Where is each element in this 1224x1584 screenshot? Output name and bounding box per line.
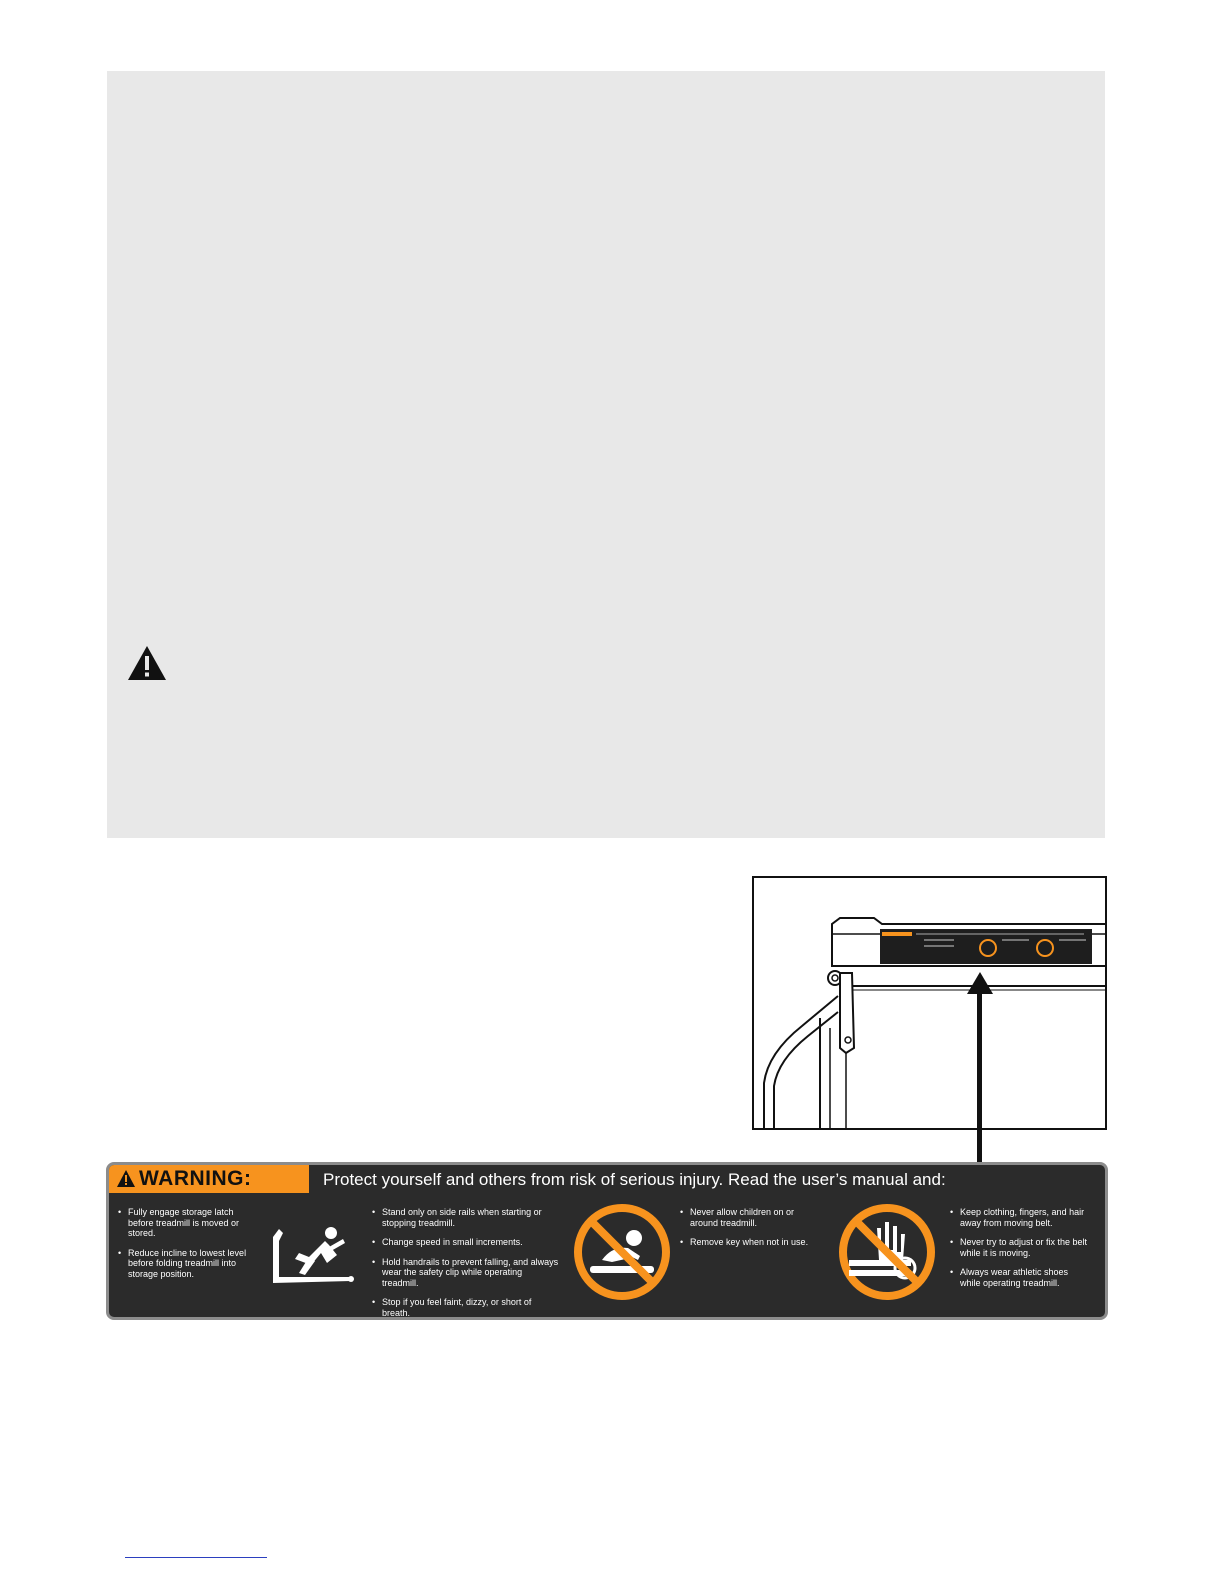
decal-location-figure: [752, 876, 1107, 1130]
warning-triangle-icon: [127, 645, 167, 681]
footer-rule: [125, 1557, 267, 1558]
no-hands-on-belt-icon: [837, 1202, 937, 1302]
list-item: • Keep clothing, fingers, and hair away from moving belt.: [949, 1207, 1089, 1228]
pointer-arrow-shaft: [977, 985, 982, 1165]
list-item: • Always wear athletic shoes while operating treadmill.: [949, 1267, 1089, 1288]
fall-hazard-icon: [269, 1219, 355, 1285]
decal-header: [109, 1165, 309, 1193]
decal-column-3: [679, 1207, 819, 1257]
list-item: • Fully engage storage latch before treadmill is moved or stored.: [117, 1207, 257, 1239]
list-item: • Never try to adjust or fix the belt while it is moving.: [949, 1237, 1089, 1258]
warning-triangle-icon: [117, 1170, 135, 1187]
decal-tagline: Protect yourself and others from risk of serious injury. Read the user’s manual and:: [323, 1170, 946, 1189]
no-children-icon: [572, 1202, 672, 1302]
list-item: • Never allow children on or around treadmill.: [679, 1207, 819, 1228]
list-item: • Stand only on side rails when starting or stopping treadmill.: [371, 1207, 561, 1228]
decal-column-2: [371, 1207, 561, 1320]
decal-column-4: [949, 1207, 1089, 1297]
decal-column-1: [117, 1207, 257, 1288]
list-item: • Reduce incline to lowest level before folding treadmill into storage position.: [117, 1248, 257, 1280]
treadmill-console-drawing: [754, 878, 1105, 1128]
gray-safety-panel: [107, 71, 1105, 838]
warning-decal: [106, 1162, 1108, 1320]
list-item: • Stop if you feel faint, dizzy, or short of breath.: [371, 1297, 561, 1318]
list-item: • Remove key when not in use.: [679, 1237, 819, 1248]
list-item: • Change speed in small increments.: [371, 1237, 561, 1248]
decal-heading: WARNING:: [139, 1167, 252, 1190]
list-item: • Hold handrails to prevent falling, and always wear the safety clip while operating treadmill.: [371, 1257, 561, 1289]
